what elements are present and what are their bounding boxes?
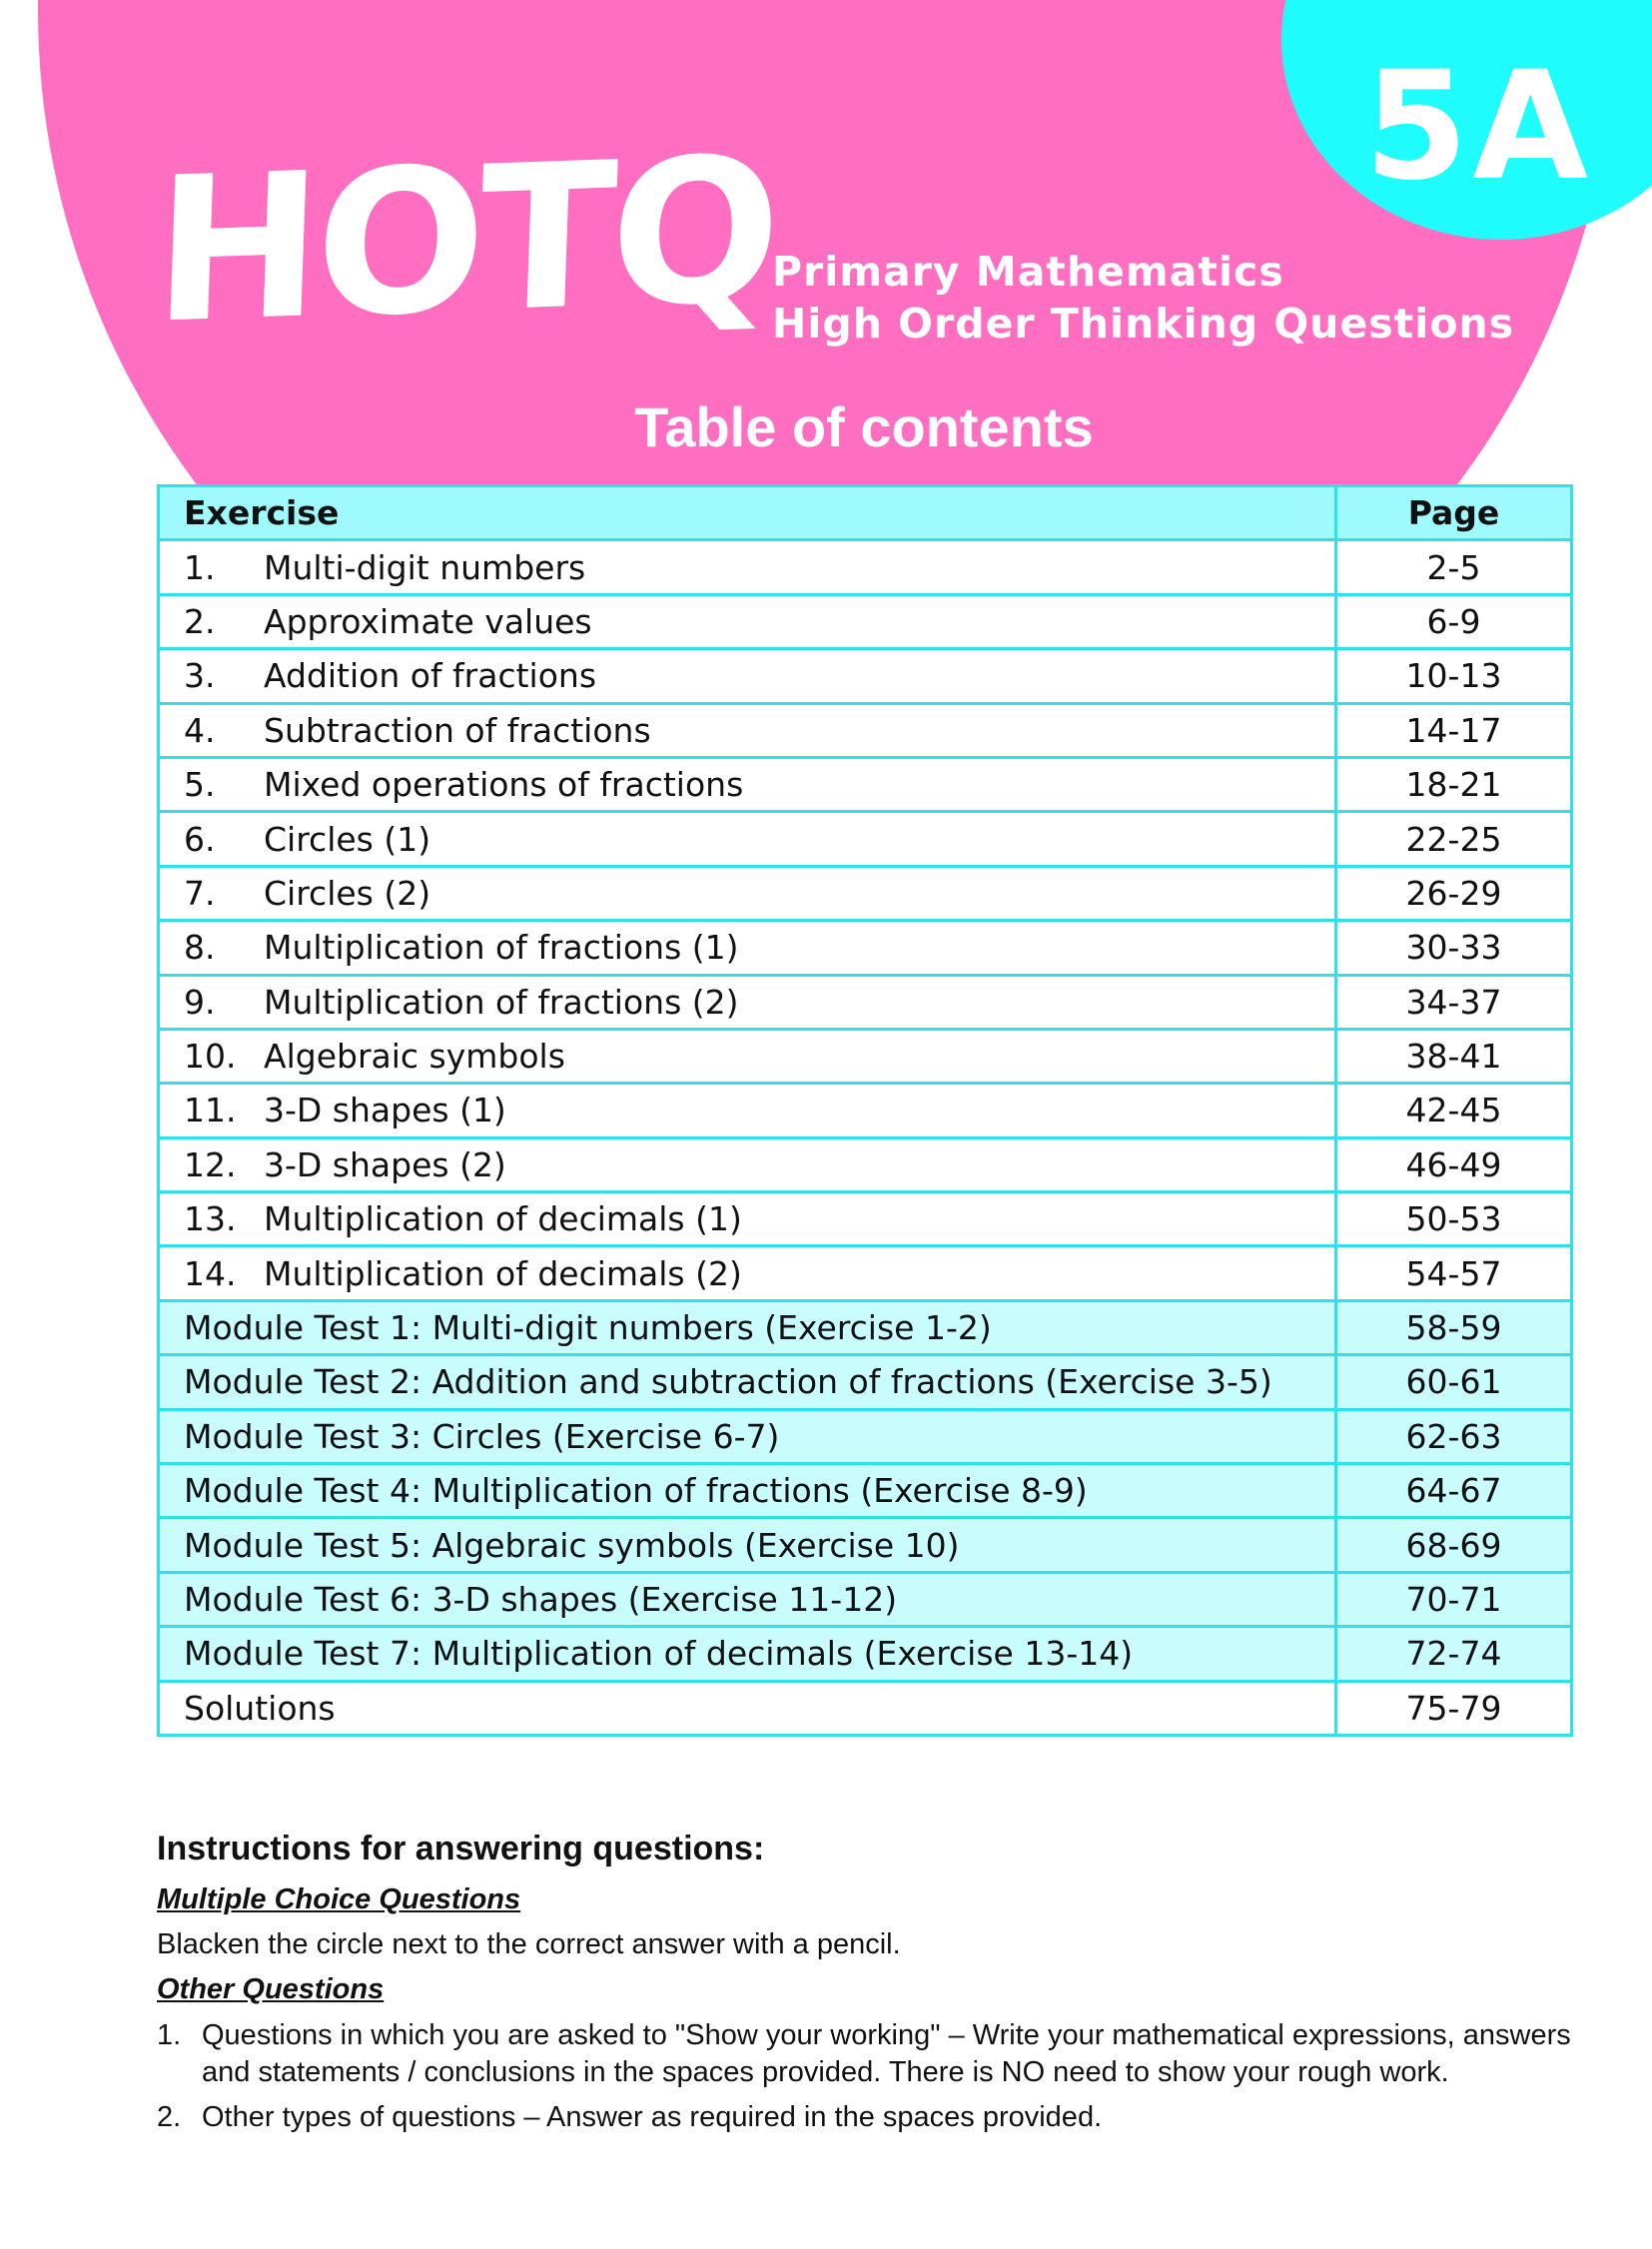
exercise-title: Subtraction of fractions (264, 710, 651, 750)
instruction-item (157, 2099, 1585, 2136)
other-questions-heading: Other Questions (157, 1973, 385, 2005)
mcq-heading: Multiple Choice Questions (157, 1883, 521, 1915)
module-test-row (159, 1355, 1572, 1409)
exercise-number: 1. (184, 547, 216, 587)
exercise-row (159, 540, 1572, 594)
instruction-number: 2. (157, 2101, 182, 2133)
exercise-cell (159, 812, 1336, 866)
toc-header-row (159, 486, 1572, 540)
module-test-title: Module Test 6: 3-D shapes (Exercise 11-12) (159, 1572, 1336, 1626)
module-test-pages: 72-74 (1336, 1627, 1572, 1681)
exercise-cell (159, 866, 1336, 920)
exercise-row (159, 1246, 1572, 1300)
module-test-title: Module Test 5: Algebraic symbols (Exercise 10) (159, 1518, 1336, 1572)
module-test-row (159, 1409, 1572, 1463)
exercise-number: 10. (184, 1037, 237, 1077)
exercise-number: 7. (184, 873, 216, 913)
solutions-title: Solutions (159, 1681, 1336, 1735)
header-exercise: Exercise (159, 486, 1336, 540)
header-page: Page (1336, 486, 1572, 540)
instruction-text: Other types of questions – Answer as required in the spaces provided. (202, 2101, 1103, 2133)
exercise-title: Mixed operations of fractions (264, 765, 744, 805)
module-test-row (159, 1464, 1572, 1518)
exercise-row (159, 921, 1572, 975)
toc-title: Table of contents (634, 395, 1094, 458)
exercise-pages: 42-45 (1336, 1084, 1572, 1137)
exercise-pages: 14-17 (1336, 703, 1572, 757)
instruction-text: Questions in which you are asked to "Show your working" – Write your mathematical expressions, answers and statements / conclusions in the spaces provided. There is NO need to show your rough work. (202, 2019, 1571, 2088)
exercise-row (159, 866, 1572, 920)
toc-body (159, 540, 1572, 1736)
exercise-pages: 50-53 (1336, 1192, 1572, 1246)
exercise-number: 14. (184, 1253, 237, 1293)
exercise-cell (159, 1084, 1336, 1137)
exercise-row (159, 649, 1572, 703)
exercise-cell (159, 649, 1336, 703)
module-test-pages: 60-61 (1336, 1355, 1572, 1409)
exercise-number: 6. (184, 819, 216, 859)
exercise-number: 13. (184, 1199, 237, 1239)
instructions-list (157, 2017, 1585, 2144)
exercise-cell (159, 1029, 1336, 1083)
exercise-pages: 26-29 (1336, 866, 1572, 920)
exercise-row (159, 757, 1572, 811)
mcq-text: Blacken the circle next to the correct answer with a pencil. (157, 1928, 901, 1960)
exercise-title: Multi-digit numbers (264, 547, 586, 587)
exercise-cell (159, 540, 1336, 594)
exercise-cell (159, 921, 1336, 975)
instruction-item (157, 2017, 1585, 2091)
exercise-number: 5. (184, 765, 216, 805)
module-test-title: Module Test 1: Multi-digit numbers (Exercise 1-2) (159, 1300, 1336, 1354)
module-test-pages: 70-71 (1336, 1572, 1572, 1626)
exercise-number: 4. (184, 710, 216, 750)
exercise-cell (159, 1246, 1336, 1300)
exercise-title: Multiplication of fractions (2) (264, 982, 739, 1022)
exercise-title: Multiplication of decimals (1) (264, 1199, 742, 1239)
module-test-row (159, 1300, 1572, 1354)
module-test-pages: 62-63 (1336, 1409, 1572, 1463)
exercise-pages: 54-57 (1336, 1246, 1572, 1300)
exercise-pages: 10-13 (1336, 649, 1572, 703)
exercise-title: Circles (1) (264, 819, 431, 859)
exercise-title: Algebraic symbols (264, 1037, 565, 1077)
module-test-row (159, 1627, 1572, 1681)
toc-table (157, 484, 1573, 1737)
exercise-cell (159, 1137, 1336, 1191)
module-test-title: Module Test 7: Multiplication of decimals (Exercise 13-14) (159, 1627, 1336, 1681)
exercise-row (159, 975, 1572, 1029)
exercise-title: Multiplication of decimals (2) (264, 1253, 742, 1293)
exercise-pages: 30-33 (1336, 921, 1572, 975)
exercise-pages: 2-5 (1336, 540, 1572, 594)
exercise-title: 3-D shapes (1) (264, 1091, 506, 1130)
exercise-title: Approximate values (264, 601, 592, 641)
exercise-pages: 46-49 (1336, 1137, 1572, 1191)
exercise-pages: 18-21 (1336, 757, 1572, 811)
exercise-title: Multiplication of fractions (1) (264, 928, 739, 968)
module-test-title: Module Test 4: Multiplication of fractions (Exercise 8-9) (159, 1464, 1336, 1518)
exercise-number: 11. (184, 1091, 237, 1130)
exercise-cell (159, 594, 1336, 648)
exercise-title: Circles (2) (264, 873, 431, 913)
module-test-pages: 64-67 (1336, 1464, 1572, 1518)
solutions-pages: 75-79 (1336, 1681, 1572, 1735)
exercise-number: 3. (184, 656, 216, 696)
exercise-number: 8. (184, 928, 216, 968)
exercise-row (159, 703, 1572, 757)
instructions-heading: Instructions for answering questions: (157, 1830, 765, 1868)
exercise-cell (159, 975, 1336, 1029)
grade-label: 5A (1363, 40, 1593, 214)
hotq-logo: HOTQ (150, 114, 779, 369)
exercise-number: 12. (184, 1144, 237, 1184)
exercise-pages: 22-25 (1336, 812, 1572, 866)
module-test-pages: 58-59 (1336, 1300, 1572, 1354)
exercise-pages: 34-37 (1336, 975, 1572, 1029)
exercise-number: 2. (184, 601, 216, 641)
exercise-pages: 38-41 (1336, 1029, 1572, 1083)
exercise-row (159, 1029, 1572, 1083)
subtitle-line-1: Primary Mathematics (772, 248, 1284, 296)
module-test-row (159, 1518, 1572, 1572)
exercise-cell (159, 1192, 1336, 1246)
solutions-row (159, 1681, 1572, 1735)
exercise-number: 9. (184, 982, 216, 1022)
exercise-row (159, 1084, 1572, 1137)
exercise-title: 3-D shapes (2) (264, 1144, 506, 1184)
exercise-row (159, 812, 1572, 866)
module-test-title: Module Test 2: Addition and subtraction of fractions (Exercise 3-5) (159, 1355, 1336, 1409)
module-test-title: Module Test 3: Circles (Exercise 6-7) (159, 1409, 1336, 1463)
exercise-cell (159, 757, 1336, 811)
instruction-number: 1. (157, 2019, 182, 2051)
exercise-row (159, 1192, 1572, 1246)
module-test-row (159, 1572, 1572, 1626)
subtitle-line-2: High Order Thinking Questions (772, 300, 1515, 348)
exercise-row (159, 1137, 1572, 1191)
exercise-row (159, 594, 1572, 648)
exercise-title: Addition of fractions (264, 656, 597, 696)
exercise-pages: 6-9 (1336, 594, 1572, 648)
exercise-cell (159, 703, 1336, 757)
module-test-pages: 68-69 (1336, 1518, 1572, 1572)
